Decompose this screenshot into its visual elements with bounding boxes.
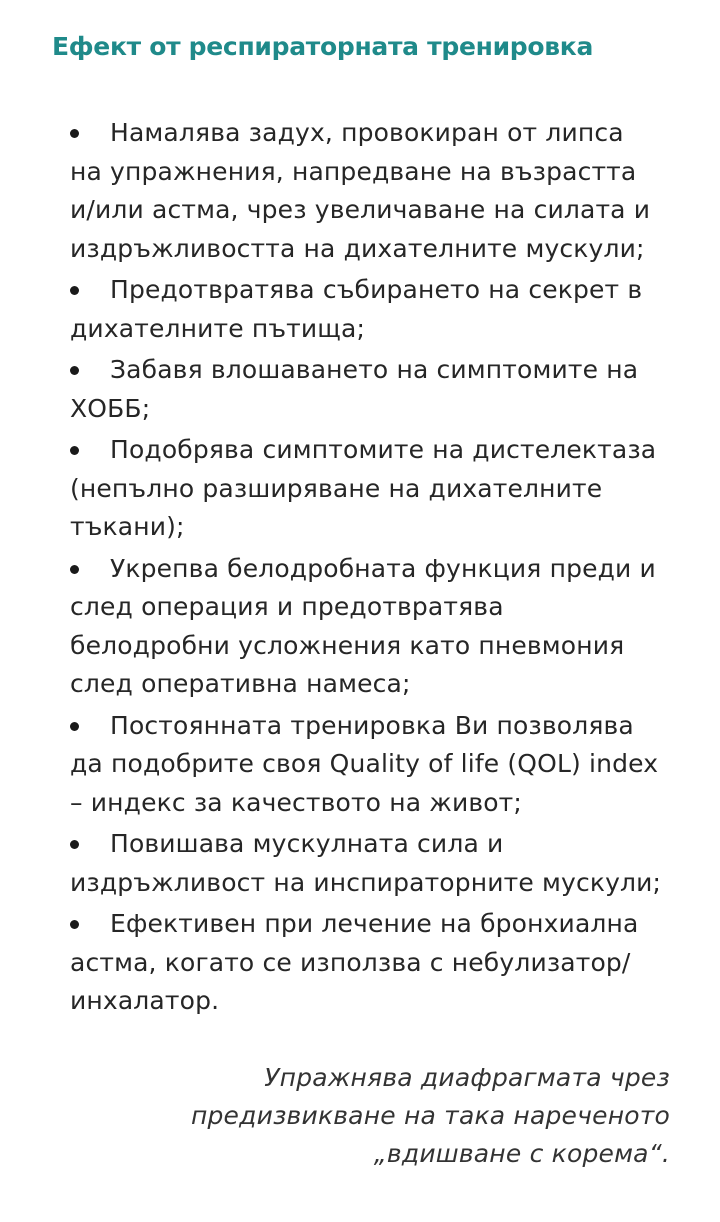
list-item-text: издръжливостта на дихателните мускули; (70, 233, 645, 263)
list-item-text: ХОББ; (70, 393, 151, 423)
list-item-text: да подобрите своя Quality of life (QOL) index (70, 749, 659, 778)
benefits-list (70, 114, 682, 1024)
list-item-text: след операция и предотвратява (70, 592, 504, 621)
list-item-text: Предотвратява събирането на секрет в (110, 275, 643, 304)
list-item (70, 431, 682, 547)
list-item-text: Повишава мускулната сила и (110, 829, 504, 858)
list-item-text: Подобрява симптомите на дистелектаза (110, 435, 657, 464)
list-item-text: Ефективен при лечение на бронхиална (110, 909, 639, 938)
list-item (70, 550, 682, 704)
bullet-icon (70, 565, 79, 574)
list-item (70, 351, 682, 428)
list-item-text: инхалатор. (70, 986, 220, 1015)
list-item-text: след оперативна намеса; (70, 669, 411, 698)
list-item (70, 114, 682, 268)
list-item-text: Забавя влошаването на симптомите на (110, 355, 639, 384)
list-item (70, 905, 682, 1021)
list-item (70, 825, 682, 902)
list-item (70, 271, 682, 348)
section-heading: Ефект от респираторната тренировка (52, 32, 594, 61)
quote-line: „вдишване с корема“. (373, 1139, 670, 1168)
list-item-text: и/или астма, чрез увеличаване на силата и (70, 195, 651, 224)
list-item-text: издръжливост на инспираторните мускули; (70, 867, 662, 897)
list-item-text: белодробни усложнения като пневмония (70, 630, 625, 660)
list-item-text: тъкани); (70, 512, 185, 541)
bullet-icon (70, 286, 79, 295)
list-item-text: дихателните пътища; (70, 313, 366, 343)
list-item-text: Постоянната тренировка Ви позволява (110, 710, 634, 740)
quote-line: предизвикване на така нареченото (190, 1101, 670, 1130)
bullet-icon (70, 722, 79, 731)
list-item-text: Укрепва белодробната функция преди и (110, 553, 656, 583)
bullet-icon (70, 840, 79, 849)
list-item-text: на упражнения, напредване на възрастта (70, 156, 637, 186)
list-item-text: – индекс за качеството на живот; (70, 787, 522, 817)
bullet-icon (70, 446, 79, 455)
list-item-text: астма, когато се използва с небулизатор/ (70, 947, 631, 977)
list-item (70, 707, 682, 823)
list-item-text: (непълно разширяване на дихателните (70, 473, 603, 503)
bullet-icon (70, 920, 79, 929)
closing-quote (191, 1059, 670, 1173)
list-item-text: Намалява задух, провокиран от липса (110, 118, 624, 147)
bullet-icon (70, 366, 79, 375)
bullet-icon (70, 129, 79, 138)
quote-line: Упражнява диафрагмата чрез (264, 1063, 670, 1092)
